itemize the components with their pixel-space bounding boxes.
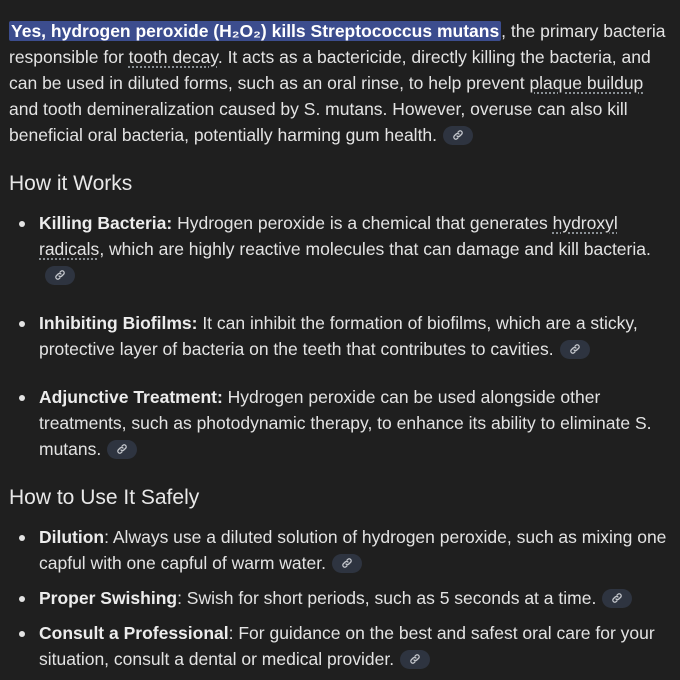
item-text: Hydrogen peroxide can be used alongside other treatments, such as photodynamic therapy, to enhance its ability to eliminate S. mutans. [39,387,652,459]
list-item [9,620,674,672]
link-icon [116,443,128,455]
item-text: : Swish for short periods, such as 5 seconds at a time. [177,588,597,608]
list-item [9,524,674,576]
item-text: : Always use a diluted solution of hydrogen peroxide, such as mixing one capful with one capful of warm water. [39,527,667,573]
intro-text-3: and tooth demineralization caused by S. mutans. However, overuse can also kill beneficial oral bacteria, potentially harming gum health. [9,99,628,145]
list-item [9,585,674,611]
source-link-button[interactable] [332,554,362,573]
bullet [19,395,25,401]
item-title: Consult a Professional [39,623,229,643]
term-link-tooth-decay[interactable]: tooth decay [128,47,218,67]
link-icon [611,592,623,604]
link-icon [452,129,464,141]
item-title: Killing Bacteria: [39,213,173,233]
intro-text-1: , the primary bacteria responsible for [9,21,666,67]
item-title: Inhibiting Biofilms: [39,313,198,333]
source-link-button[interactable] [400,650,430,669]
bullet [19,221,25,227]
item-text: It can inhibit the formation of biofilms, which are a sticky, protective layer of bacteria on the teeth that contributes to cavities. [39,313,638,359]
term-link-hydroxyl-radicals[interactable]: hydroxyl radicals [39,213,618,259]
source-link-button[interactable] [560,340,590,359]
how-to-use-list [9,524,674,672]
bullet [19,535,25,541]
link-icon [409,653,421,665]
link-icon [54,269,66,281]
how-it-works-list [9,210,674,462]
source-link-button[interactable] [443,126,473,145]
bullet [19,596,25,602]
item-title: Adjunctive Treatment: [39,387,223,407]
highlighted-answer[interactable]: Yes, hydrogen peroxide (H₂O₂) kills Streptococcus mutans [11,21,500,41]
term-link-plaque-buildup[interactable]: plaque buildup [529,73,644,93]
source-link-button[interactable] [45,266,75,285]
list-item [9,384,674,462]
intro-paragraph [9,18,674,148]
link-icon [341,557,353,569]
section-heading-how-it-works: How it Works [9,172,133,195]
item-text: Hydrogen peroxide is a chemical that generates [172,213,553,233]
source-link-button[interactable] [602,589,632,608]
item-text: : For guidance on the best and safest oral care for your situation, consult a dental or medical provider. [39,623,655,669]
list-item [9,210,674,288]
item-title: Proper Swishing [39,588,178,608]
section-heading-how-to-use: How to Use It Safely [9,486,200,509]
list-item [9,310,674,362]
bullet [19,321,25,327]
item-text-2: , which are highly reactive molecules that can damage and kill bacteria. [99,239,651,259]
source-link-button[interactable] [107,440,137,459]
item-title: Dilution [39,527,105,547]
link-icon [569,343,581,355]
bullet [19,631,25,637]
intro-text-2: . It acts as a bactericide, directly killing the bacteria, and can be used in diluted forms, such as an oral rinse, to help prevent [9,47,651,93]
